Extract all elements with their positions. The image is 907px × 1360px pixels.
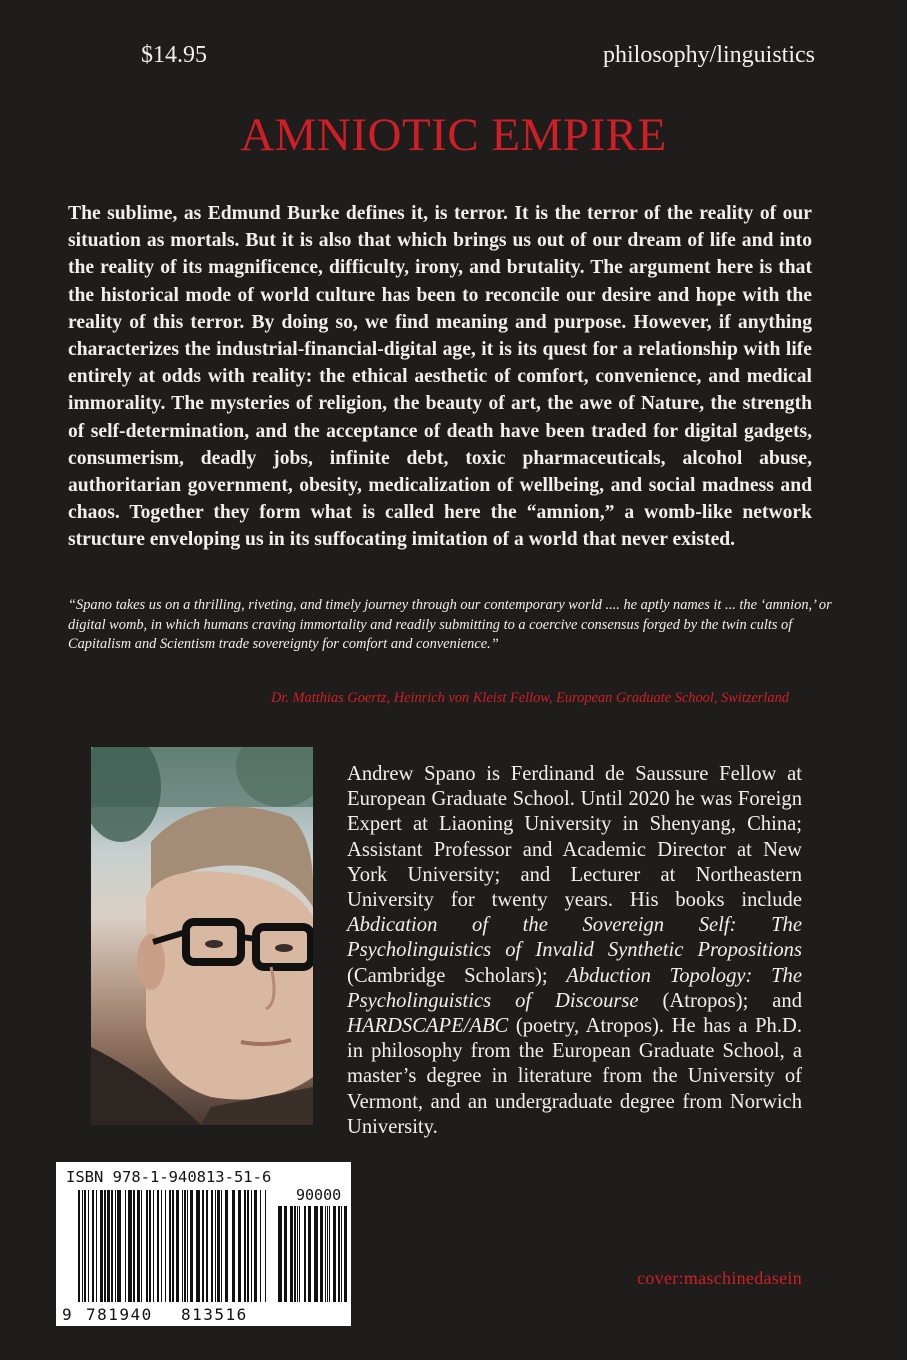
isbn-label: ISBN 978-1-940813-51-6 [66,1168,272,1186]
book-note-2: (Atropos); and [638,989,803,1012]
author-photo [91,747,313,1125]
category-label: philosophy/linguistics [602,42,815,68]
barcode-digits-left: 781940 [86,1305,153,1324]
book-title-2: Abduction Topology: The Psycholinguistics of Discourse [347,964,802,1012]
author-bio [347,762,802,1140]
book-note-3: (poetry, Atropos). [508,1015,672,1038]
book-title: AMNIOTIC EMPIRE [240,109,667,161]
main-barcode-bars [78,1190,266,1302]
barcode-digits-right: 813516 [181,1305,248,1324]
book-note-1: (Cambridge Scholars); [347,964,567,987]
barcode-digit-lead: 9 [62,1305,72,1324]
price-code: 90000 [296,1186,342,1204]
book-title-3: HARDSCAPE/ABC [347,1015,509,1038]
review-quote: “Spano takes us on a thrilling, riveting, and timely journey through our contemporary world .... he aptly names it ... the ‘amnion,’ or digital womb, in which humans craving immortality and readily submitting to a coercive consensus forged by the twin cults of Capitalism and Scientism trade sovereignty for comfort and convenience.” [68,597,832,653]
bio-end: He has a Ph.D. in philosophy from the European Graduate School, a master’s degree in literature from the University of Vermont, and an undergraduate degree from Norwich University. [347,1015,802,1138]
bio-intro: Andrew Spano is Ferdinand de Saussure Fellow at European Graduate School. Until 2020 he was Foreign Expert at Liaoning University in Shenyang, China; Assistant Professor and Academic Director at New York University; and Lecturer at Northeastern University for twenty years. His books include [347,763,802,912]
isbn-barcode [56,1162,351,1326]
blurb-text: The sublime, as Edmund Burke defines it, is terror. It is the terror of the reality of our situation as mortals. But it is also that which brings us out of our dream of life and into the reality of its magnificence, difficulty, irony, and brutality. The argument here is that the historical mode of world culture has been to reconcile our desire and hope with the reality of this terror. By doing so, we find meaning and purpose. However, if anything characterizes the industrial-financial-digital age, it is its quest for a relationship with life entirely at odds with reality: the ethical aesthetic of comfort, convenience, and medical immorality. The mysteries of religion, the beauty of art, the awe of Nature, the strength of self-determination, and the acceptance of death have been traded for digital gadgets, consumerism, deadly jobs, infinite debt, toxic pharmaceuticals, alcohol abuse, authoritarian government, obesity, medicalization of wellbeing, and social madness and chaos. Together they form what is called here the “amnion,” a womb-like network structure enveloping us in its suffocating imitation of a world that never existed. [68,203,812,551]
book-title-1: Abdication of the Sovereign Self: The Psycholinguistics of Invalid Synthetic Propositions [347,914,802,962]
price: $14.95 [141,42,207,68]
addon-barcode-bars [278,1206,347,1302]
review-attribution: Dr. Matthias Goertz, Heinrich von Kleist Fellow, European Graduate School, Switzerland [270,690,789,706]
cover-credit: cover:maschinedasein [637,1268,802,1288]
